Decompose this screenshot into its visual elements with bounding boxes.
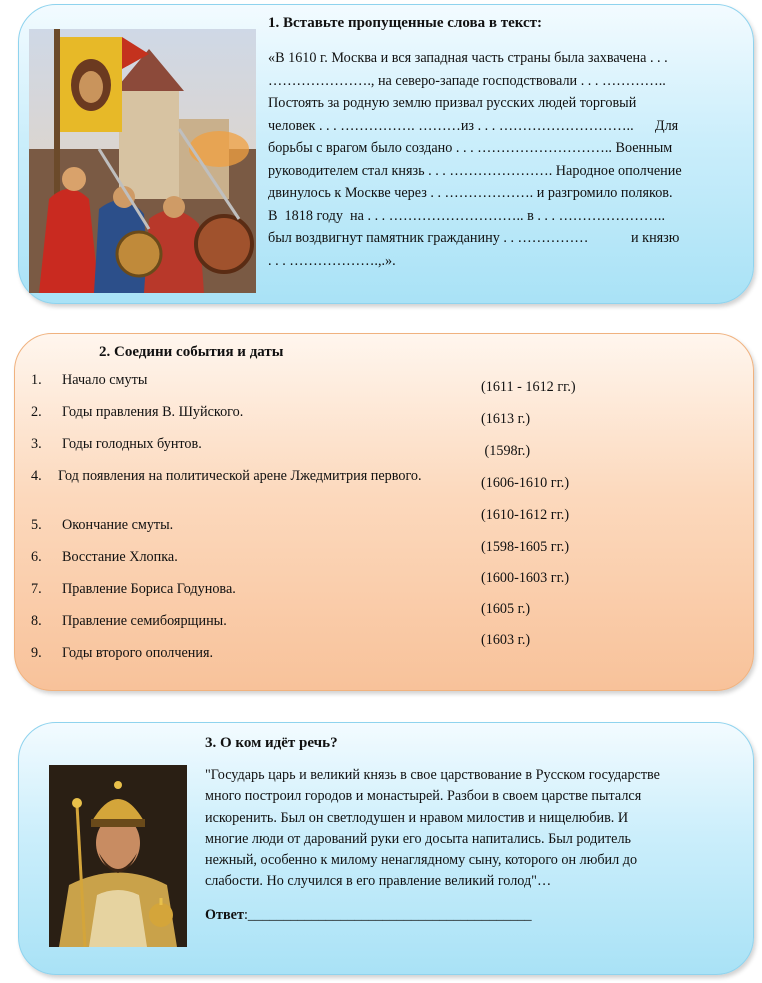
event-number: 7. — [31, 581, 42, 597]
tsar-portrait — [49, 765, 187, 947]
date-option: (1600-1603 гг.) — [481, 570, 570, 586]
date-option: (1605 г.) — [481, 601, 531, 617]
date-option: (1613 г.) — [481, 411, 531, 427]
event-number: 1. — [31, 372, 42, 388]
task1-title: 1. Вставьте пропущенные слова в текст: — [268, 15, 543, 31]
task1-line: руководителем стал князь . . . …………………. Народное ополчение — [268, 162, 682, 179]
event-number: 9. — [31, 645, 42, 661]
answer-row — [205, 904, 532, 927]
task3-quote — [205, 765, 750, 893]
task1-line: был воздвигнут памятник гражданину . . …………… и князю — [268, 230, 680, 246]
task1-line: «В 1610 г. Москва и вся западная часть страны была захвачена . . . — [268, 50, 668, 66]
event-number: 2. — [31, 404, 42, 420]
task1-line: Постоять за родную землю призвал русских людей торговый — [268, 95, 637, 111]
date-option: (1603 г.) — [481, 632, 531, 648]
event-number: 8. — [31, 613, 42, 629]
event-item — [31, 371, 451, 390]
event-item — [31, 612, 451, 631]
event-text: Годы второго ополчения. — [62, 645, 214, 661]
date-option: (1611 - 1612 гг.) — [481, 379, 576, 395]
answer-line[interactable]: :________________________________________ — [243, 907, 532, 923]
date-option: (1606-1610 гг.) — [481, 475, 570, 491]
task1-card — [18, 4, 754, 304]
date-option: (1598-1605 гг.) — [481, 539, 570, 555]
task1-paragraph — [268, 47, 748, 272]
task3-card — [18, 722, 754, 975]
event-number: 3. — [31, 436, 42, 452]
task3-line: много построил городов и монастырей. Разбои в своем царстве пытался — [205, 788, 642, 805]
task3-title: 3. О ком идёт речь? — [205, 735, 338, 751]
militia-painting — [29, 29, 256, 293]
task1-line: борьбы с врагом было создано . . . ……………………….. Военным — [268, 140, 673, 156]
event-number: 5. — [31, 517, 42, 533]
event-text: Правление Бориса Годунова. — [62, 581, 236, 597]
task2-title: 2. Соедини события и даты — [99, 344, 284, 360]
task2-card — [14, 333, 754, 691]
event-text: Годы голодных бунтов. — [62, 436, 202, 452]
event-number: 4. — [31, 468, 42, 484]
event-text: Окончание смуты. — [62, 517, 174, 533]
event-item — [31, 467, 451, 486]
event-text: Правление семибоярщины. — [62, 613, 227, 629]
event-text: Год появления на политической арене Лжедмитрия первого. — [58, 468, 422, 484]
task3-line: слабости. Но случился в его правление великий голод"… — [205, 873, 552, 890]
tsar-portrait-svg — [49, 765, 187, 947]
task3-line: нежный, особенно к милому ненаглядному сыну, которого он любил до — [205, 852, 638, 869]
event-item — [31, 580, 451, 599]
event-text: Восстание Хлопка. — [62, 549, 178, 565]
task1-line: …………………., на северо-западе господствовали . . . ………….. — [268, 72, 666, 89]
task3-line: искоренить. Был он светлодушен и нравом милостив и нищелюбив. И — [205, 809, 629, 826]
event-item — [31, 644, 451, 663]
militia-painting-svg — [29, 29, 256, 293]
date-option: (1598г.) — [481, 443, 531, 459]
task3-line: многие люди от дарований руки его досыта напитались. Был родитель — [205, 830, 632, 847]
event-item — [31, 516, 451, 535]
event-item — [31, 435, 451, 454]
event-item — [31, 548, 451, 567]
task1-line: . . . ……………….,.». — [268, 252, 396, 269]
answer-label: Ответ — [205, 907, 244, 923]
task1-line: человек . . . ……………. ………из . . . ……………………….. Для — [268, 117, 679, 134]
event-text: Начало смуты — [62, 372, 148, 388]
task3-line: "Государь царь и великий князь в свое царствование в Русском государстве — [205, 767, 660, 783]
event-item — [31, 403, 451, 422]
date-option: (1610-1612 гг.) — [481, 507, 570, 523]
event-text: Годы правления В. Шуйского. — [62, 404, 244, 420]
task1-line: В 1818 году на . . . ……………………….. в . . . ………………….. — [268, 207, 666, 224]
task1-line: двинулось к Москве через . . ………………. и разгромило поляков. — [268, 185, 673, 201]
event-number: 6. — [31, 549, 42, 565]
